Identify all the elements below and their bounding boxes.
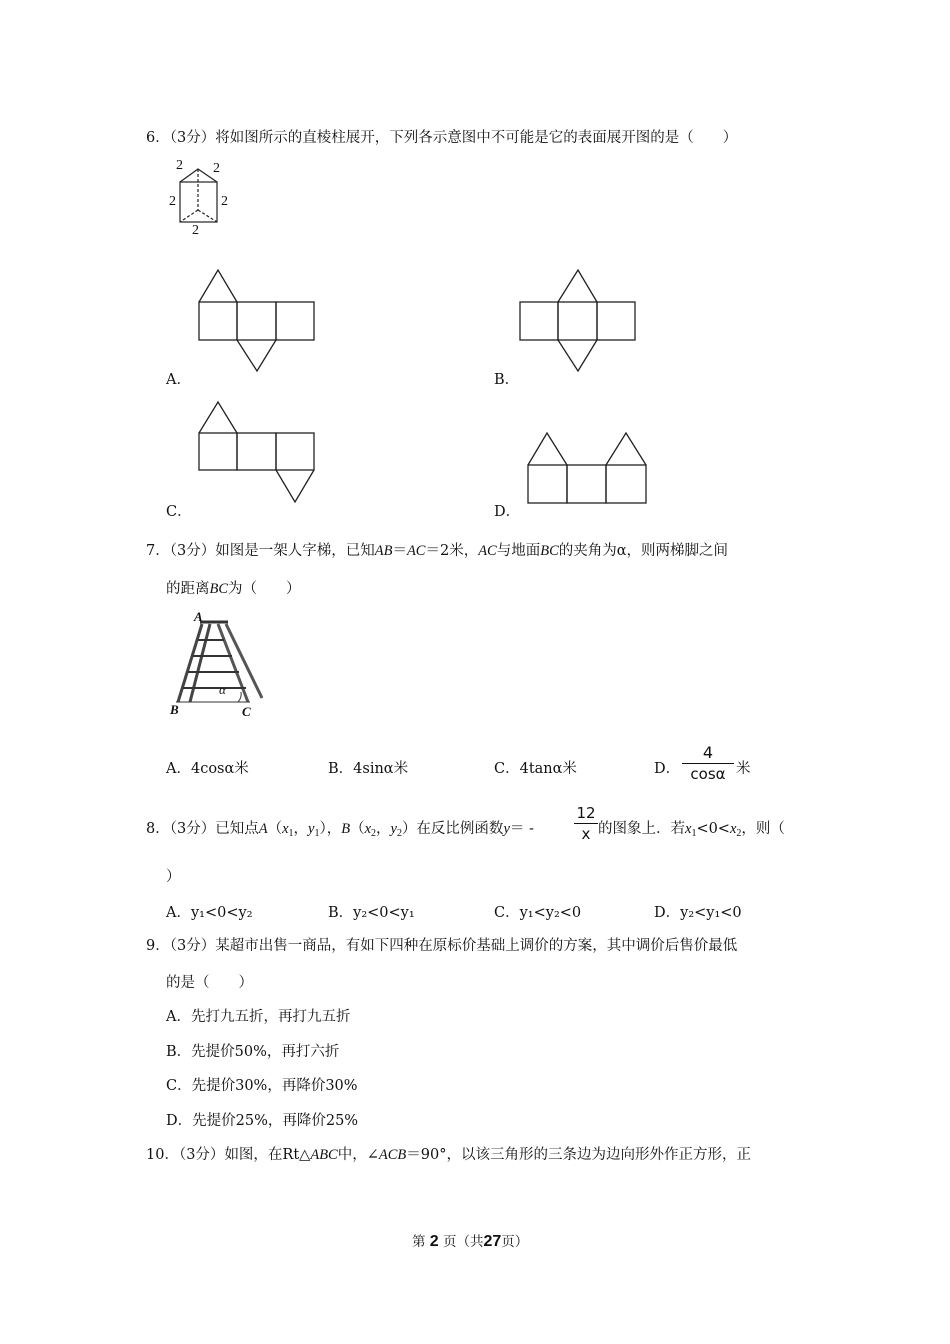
q7-stem-line1: 7．（3分）如图是一架人字梯，已知AB＝AC＝2米，AC与地面BC的夹角为α，则两梯脚之间 xyxy=(146,543,729,559)
q8-number: 8 xyxy=(146,821,156,837)
q8-stem-line1: 8．（3分）已知点$A(x_1$，$y_1$），$B(x_2$，$y_2$）在反比例函数y＝ - xyxy=(146,821,534,839)
fraction-bar xyxy=(682,763,734,764)
q8-point-b: B xyxy=(341,821,351,837)
q7-bc2: BC xyxy=(209,581,229,597)
q8-sub-6: 2 xyxy=(736,828,742,839)
q8-ineq: <0< xyxy=(696,821,730,837)
q7-option-d-numerator: 4 xyxy=(702,743,714,762)
q8-option-c: C．y₁<y₂<0 xyxy=(494,905,582,921)
q8-sub-4: 2 xyxy=(396,828,402,839)
page-footer xyxy=(412,1230,528,1251)
q8-x2: x xyxy=(364,821,371,837)
q7-ac: AC xyxy=(406,543,426,559)
q7-mid: 与地面 xyxy=(496,543,541,559)
q8-text-c: ，则（ xyxy=(741,821,785,837)
q8-x1: x xyxy=(282,821,289,837)
q8-paren-3: （ xyxy=(350,821,365,837)
q7-ab: AB xyxy=(374,543,393,559)
q9-option-b: B．先提价50%，再打六折 xyxy=(166,1044,340,1060)
q8-comma-2: ， xyxy=(376,821,391,837)
q9-number: 9 xyxy=(146,938,156,954)
q9-stem-line1: 9．（3分）某超市出售一商品，有如下四种在原标价基础上调价的方案，其中调价后售价最低 xyxy=(146,938,738,954)
q8-x4: x xyxy=(729,821,737,837)
q6-option-a-label: A． xyxy=(166,372,191,388)
q8-fraction-denominator: x xyxy=(581,825,591,843)
q7-stem-line2 xyxy=(166,577,301,598)
q7-option-a: A．4cosα米 xyxy=(166,761,249,777)
q9-option-a: A．先打九五折，再打九五折 xyxy=(166,1009,351,1025)
q8-option-b: B．y₂<0<y₁ xyxy=(328,905,415,921)
q9-text-a: 某超市出售一商品，有如下四种在原标价基础上调价的方案，其中调价后售价最低 xyxy=(215,938,738,954)
q9-score: （3分） xyxy=(169,938,216,954)
q6-net-c xyxy=(198,400,318,504)
q7-bc: BC xyxy=(540,543,559,559)
footer-pre: 第 xyxy=(412,1234,426,1250)
q8-score: （3分） xyxy=(169,821,216,837)
q8-fraction-numerator: 12 xyxy=(576,804,596,822)
q7-text-c: 的距离 xyxy=(166,581,210,597)
q6-stem: 6．（3分）将如图所示的直棱柱展开，下列各示意图中不可能是它的表面展开图的是（ ） xyxy=(146,130,738,146)
q8-y2: y xyxy=(390,821,397,837)
footer-page-number: 2 xyxy=(429,1233,439,1250)
ladder-label-alpha: α xyxy=(219,682,226,697)
q8-x3: x xyxy=(685,821,692,837)
q10-number: 10 xyxy=(146,1147,165,1163)
q6-net-d xyxy=(527,430,649,506)
q6-option-d-label: D． xyxy=(494,504,521,520)
q6-net-b xyxy=(519,268,639,372)
q7-option-b: B．4sinα米 xyxy=(328,761,409,777)
fraction-bar xyxy=(574,823,598,824)
prism-label-top-right: 2 xyxy=(213,161,220,176)
q8-point-a: A xyxy=(258,821,268,837)
footer-post: 页） xyxy=(501,1234,529,1250)
q7-eq1: ＝ xyxy=(392,543,407,559)
q6-option-c-label: C． xyxy=(166,504,192,520)
q7-ac2: AC xyxy=(478,543,497,559)
q7-option-d-denominator: cosα xyxy=(690,765,726,783)
q8-sub-3: 2 xyxy=(371,828,376,839)
q8-option-a: A．y₁<0<y₂ xyxy=(166,905,253,921)
q8-text-b: 的图象上．若 xyxy=(598,821,685,837)
q8-paren-4: ）在反比例函数 xyxy=(401,821,504,837)
q7-option-d-unit: 米 xyxy=(736,761,751,777)
q7-text-d: 为（ ） xyxy=(228,581,301,597)
q6-option-b-label: B． xyxy=(494,372,520,388)
q8-paren-1: （ xyxy=(267,821,283,837)
q8-stem-line1-tail xyxy=(598,817,785,839)
q7-ladder-figure xyxy=(166,610,276,722)
q8-fraction xyxy=(574,804,598,843)
q8-paren-2: ）， xyxy=(319,821,342,837)
q7-option-d-label: D． xyxy=(654,761,681,777)
footer-total-pages: 27 xyxy=(483,1233,502,1250)
q7-option-c: C．4tanα米 xyxy=(494,761,577,777)
q8-y-var: y xyxy=(503,821,510,837)
q10-score: （3分） xyxy=(178,1147,225,1163)
q8-text-a: 已知点 xyxy=(215,821,259,837)
q10-text-a: 如图，在Rt△ xyxy=(224,1147,311,1163)
prism-label-top-left: 2 xyxy=(176,158,183,173)
q10-text-b: 中，∠ xyxy=(337,1147,379,1163)
prism-label-bottom: 2 xyxy=(192,223,199,238)
q6-number: 6 xyxy=(146,130,156,146)
q6-score: （3分） xyxy=(169,130,216,146)
q6-text: 将如图所示的直棱柱展开，下列各示意图中不可能是它的表面展开图的是（ ） xyxy=(215,130,738,146)
q10-text-c: ＝90°，以该三角形的三条边为边向形外作正方形，正 xyxy=(406,1147,751,1163)
q8-y1: y xyxy=(308,821,315,837)
q7-score: （3分） xyxy=(169,543,216,559)
q10-stem-line1: 10．（3分）如图，在Rt△ABC中，∠ACB＝90°，以该三角形的三条边为边向形外作正方形，正 xyxy=(146,1147,751,1163)
prism-label-right: 2 xyxy=(221,194,228,209)
q7-number: 7 xyxy=(146,543,156,559)
q9-option-d: D．先提价25%，再降价25% xyxy=(166,1113,359,1129)
q7-option-d-fraction xyxy=(682,744,734,783)
q9-stem-line2: 的是（ ） xyxy=(166,975,253,991)
q8-sub-2: 1 xyxy=(314,828,320,839)
q8-option-d: D．y₂<y₁<0 xyxy=(654,905,742,921)
ladder-label-a: A xyxy=(194,609,203,624)
q9-option-c: C．先提价30%，再降价30% xyxy=(166,1078,358,1094)
footer-mid: 页（共 xyxy=(443,1234,484,1250)
q7-text-b: 的夹角为α，则两梯脚之间 xyxy=(558,543,729,559)
q8-stem-line2: ） xyxy=(166,869,181,885)
prism-label-left: 2 xyxy=(169,194,176,209)
q7-eq2: ＝2米， xyxy=(425,543,479,559)
q8-eq: ＝ - xyxy=(509,821,534,837)
q6-net-a xyxy=(198,268,318,372)
q8-sub-5: 1 xyxy=(691,828,697,839)
q10-abc: ABC xyxy=(310,1147,338,1163)
ladder-label-c: C xyxy=(242,704,251,719)
q8-sub-1: 1 xyxy=(288,828,294,839)
q7-text-a: 如图是一架人字梯，已知 xyxy=(215,543,375,559)
q10-acb: ACB xyxy=(378,1147,407,1163)
ladder-label-b: B xyxy=(170,702,179,717)
q8-comma-1: ， xyxy=(293,821,309,837)
